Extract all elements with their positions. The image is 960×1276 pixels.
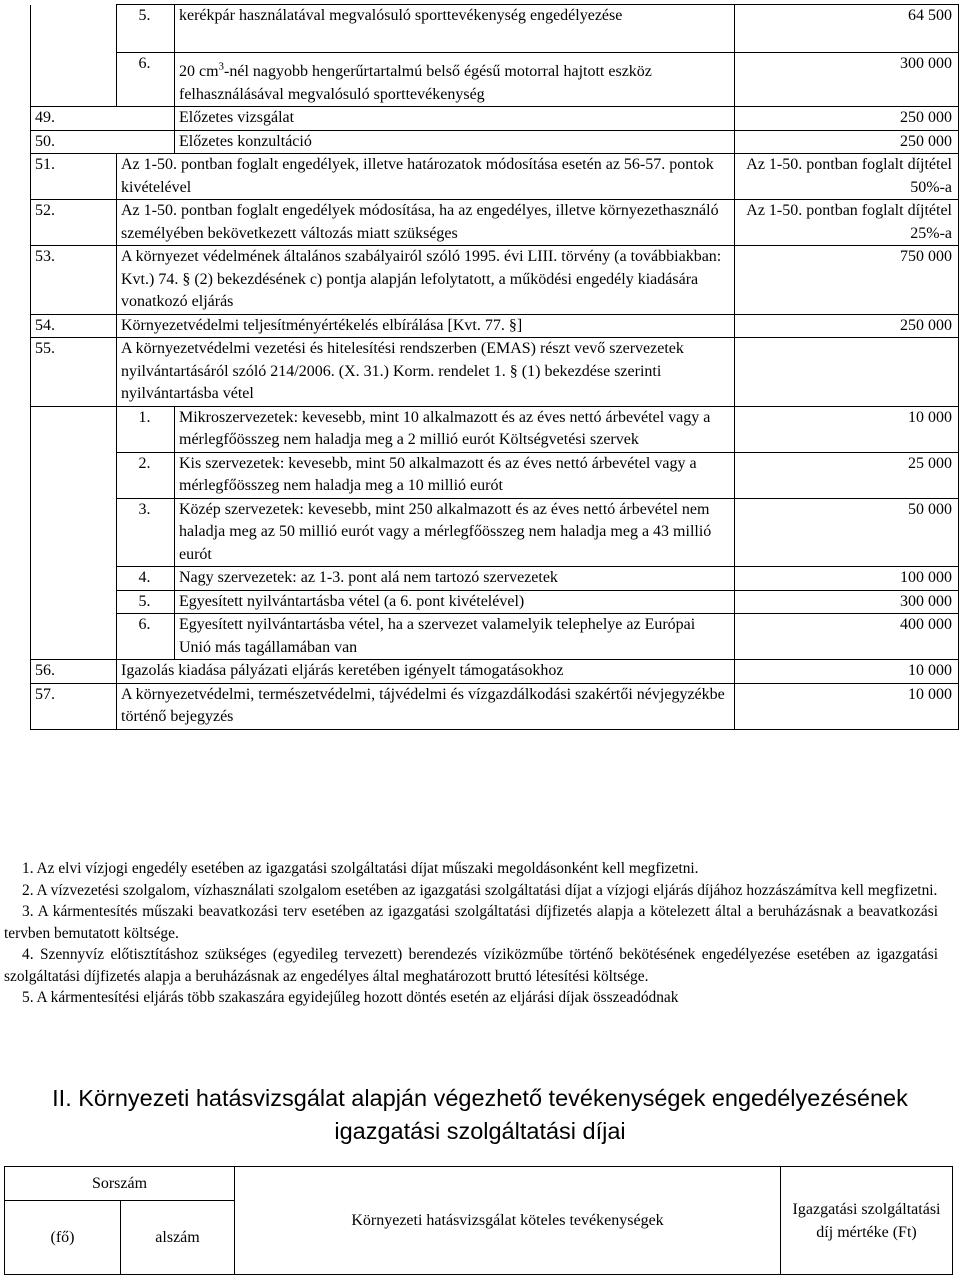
table-row	[31, 154, 959, 200]
row-amount: 100 000	[735, 567, 959, 591]
row-main-number: 52.	[31, 200, 117, 246]
row-main-number	[31, 452, 117, 498]
row-main-number	[31, 567, 117, 591]
table-row	[31, 660, 959, 684]
row-description: A környezetvédelmi, természetvédelmi, tájvédelmi és vízgazdálkodási szakértői névjegyzékbe történő bejegyzés	[117, 683, 735, 729]
row-main-number: 50.	[31, 130, 175, 154]
row-amount: 300 000	[735, 53, 959, 107]
row-main-number	[31, 498, 117, 567]
note-paragraph: 2. A vízvezetési szolgalom, vízhasználati szolgalom esetében az igazgatási szolgáltatási díjat a vízjogi eljárás díjához hozzászámítva kell megfizetni.	[22, 881, 938, 899]
row-description: Kis szervezetek: kevesebb, mint 50 alkalmazott és az éves nettó árbevétel vagy a mérlegfőösszeg nem haladja meg a 10 millió eurót	[175, 452, 735, 498]
section-header-table	[4, 1166, 953, 1275]
section-title-line: II. Környezeti hatásvizsgálat alapján végezhető tevékenységek engedélyezésének	[52, 1085, 908, 1111]
row-sub-number: 4.	[117, 567, 175, 591]
row-main-number: 57.	[31, 683, 117, 729]
table-row	[31, 130, 959, 154]
row-sub-number: 2.	[117, 452, 175, 498]
note-paragraph: 3. A kármentesítés műszaki beavatkozási terv esetében az igazgatási szolgáltatási díjfizetés alapja a kötelezett által a beruházásnak a beavatkozási tervben bemutatott költsége.	[4, 903, 938, 942]
table-row	[31, 498, 959, 567]
row-amount: 64 500	[735, 5, 959, 53]
table-row	[31, 107, 959, 131]
row-amount: 250 000	[735, 314, 959, 338]
table-row	[31, 614, 959, 660]
row-amount: Az 1-50. pontban foglalt díjtétel 50%-a	[735, 154, 959, 200]
row-description: A környezetvédelmi vezetési és hitelesítési rendszerben (EMAS) részt vevő szervezetek nyilvántartásáról szóló 214/2006. (X. 31.) Korm. rendelet 1. § (1) bekezdése szerinti nyilvántartásba vétel	[117, 338, 735, 407]
row-amount: 10 000	[735, 683, 959, 729]
table-row	[31, 406, 959, 452]
row-sub-number: 6.	[117, 614, 175, 660]
row-main-number: 55.	[31, 338, 117, 407]
row-amount: 300 000	[735, 590, 959, 614]
row-description: Nagy szervezetek: az 1-3. pont alá nem tartozó szervezetek	[175, 567, 735, 591]
row-description: kerékpár használatával megvalósuló sporttevékenység engedélyezése	[175, 5, 735, 53]
row-description: Igazolás kiadása pályázati eljárás keretében igényelt támogatásokhoz	[117, 660, 735, 684]
row-main-number	[31, 5, 117, 53]
row-main-number: 53.	[31, 246, 117, 315]
row-amount: 10 000	[735, 406, 959, 452]
section-title	[0, 1082, 960, 1148]
table-row	[31, 200, 959, 246]
row-main-number: 56.	[31, 660, 117, 684]
row-description: Környezetvédelmi teljesítményértékelés elbírálása [Kvt. 77. §]	[117, 314, 735, 338]
row-amount: Az 1-50. pontban foglalt díjtétel 25%-a	[735, 200, 959, 246]
fee-table	[30, 4, 959, 730]
row-description: Egyesített nyilvántartásba vétel (a 6. pont kivételével)	[175, 590, 735, 614]
table-row	[31, 590, 959, 614]
row-description: Mikroszervezetek: kevesebb, mint 10 alkalmazott és az éves nettó árbevétel vagy a mérlegfőösszeg nem haladja meg a 2 millió eurót Költségvetési szervek	[175, 406, 735, 452]
row-description: Előzetes konzultáció	[175, 130, 735, 154]
table-row	[31, 53, 959, 107]
table-row	[31, 452, 959, 498]
row-amount	[735, 338, 959, 407]
table-row	[31, 338, 959, 407]
row-description: 20 $cm^3$-nél nagyobb hengerűrtartalmú belső égésű motorral hajtott eszköz felhasználásával megvalósuló sporttevékenység	[175, 53, 735, 107]
row-description: Közép szervezetek: kevesebb, mint 250 alkalmazott és az éves nettó árbevétel nem haladja meg az 50 millió eurót vagy a mérlegfőösszeg nem haladja meg a 43 millió eurót	[175, 498, 735, 567]
row-amount: 250 000	[735, 107, 959, 131]
note-paragraph: 1. Az elvi vízjogi engedély esetében az igazgatási szolgáltatási díjat műszaki megoldásonként kell megfizetni.	[22, 860, 699, 877]
table-row	[31, 314, 959, 338]
header-fo: (fő)	[5, 1201, 121, 1275]
row-sub-number: 1.	[117, 406, 175, 452]
row-main-number: 54.	[31, 314, 117, 338]
row-description: A környezet védelmének általános szabályairól szóló 1995. évi LIII. törvény (a továbbiakban: Kvt.) 74. § (2) bekezdésének c) pontja alapján lefolytatott, a működési engedély kiadására vonatkozó eljárás	[117, 246, 735, 315]
header-fee: Igazgatási szolgáltatási díj mértéke (Ft)	[781, 1167, 953, 1275]
row-description: Az 1-50. pontban foglalt engedélyek módosítása, ha az engedélyes, illetve környezethasználó személyében bekövetkezett változás miatt szükséges	[117, 200, 735, 246]
table-row	[31, 246, 959, 315]
row-amount: 250 000	[735, 130, 959, 154]
row-amount: 750 000	[735, 246, 959, 315]
row-amount: 400 000	[735, 614, 959, 660]
row-main-number: 51.	[31, 154, 117, 200]
row-main-number	[31, 614, 117, 660]
row-main-number: 49.	[31, 107, 175, 131]
table-row	[31, 567, 959, 591]
row-sub-number: 3.	[117, 498, 175, 567]
row-sub-number: 5.	[117, 590, 175, 614]
header-activity: Környezeti hatásvizsgálat köteles tevékenységek	[235, 1167, 781, 1275]
row-amount: 10 000	[735, 660, 959, 684]
row-amount: 50 000	[735, 498, 959, 567]
note-paragraph: 5. A kármentesítési eljárás több szakaszára egyidejűleg hozott döntés esetén az eljárási díjak összeadódnak	[22, 989, 679, 1006]
row-sub-number: 5.	[117, 5, 175, 53]
table-row	[31, 5, 959, 53]
row-main-number	[31, 53, 117, 107]
header-alszam: alszám	[121, 1201, 235, 1275]
notes-section	[4, 858, 938, 1009]
header-sorszam: Sorszám	[5, 1167, 235, 1201]
row-amount: 25 000	[735, 452, 959, 498]
row-sub-number: 6.	[117, 53, 175, 107]
row-description: Az 1-50. pontban foglalt engedélyek, illetve határozatok módosítása esetén az 56-57. pontok kivételével	[117, 154, 735, 200]
row-description: Egyesített nyilvántartásba vétel, ha a szervezet valamelyik telephelye az Európai Unió más tagállamában van	[175, 614, 735, 660]
note-paragraph: 4. Szennyvíz előtisztításhoz szükséges (egyedileg tervezett) berendezés víziközműbe történő bekötésének engedélyezése esetében az igazgatási szolgáltatási díjfizetés alapja a beruházásnak az engedélyes által meghatározott bruttó létesítési költsége.	[4, 946, 938, 985]
table-row	[31, 683, 959, 729]
row-main-number	[31, 406, 117, 452]
section-title-line: igazgatási szolgáltatási díjai	[334, 1118, 626, 1144]
row-description: Előzetes vizsgálat	[175, 107, 735, 131]
row-main-number	[31, 590, 117, 614]
